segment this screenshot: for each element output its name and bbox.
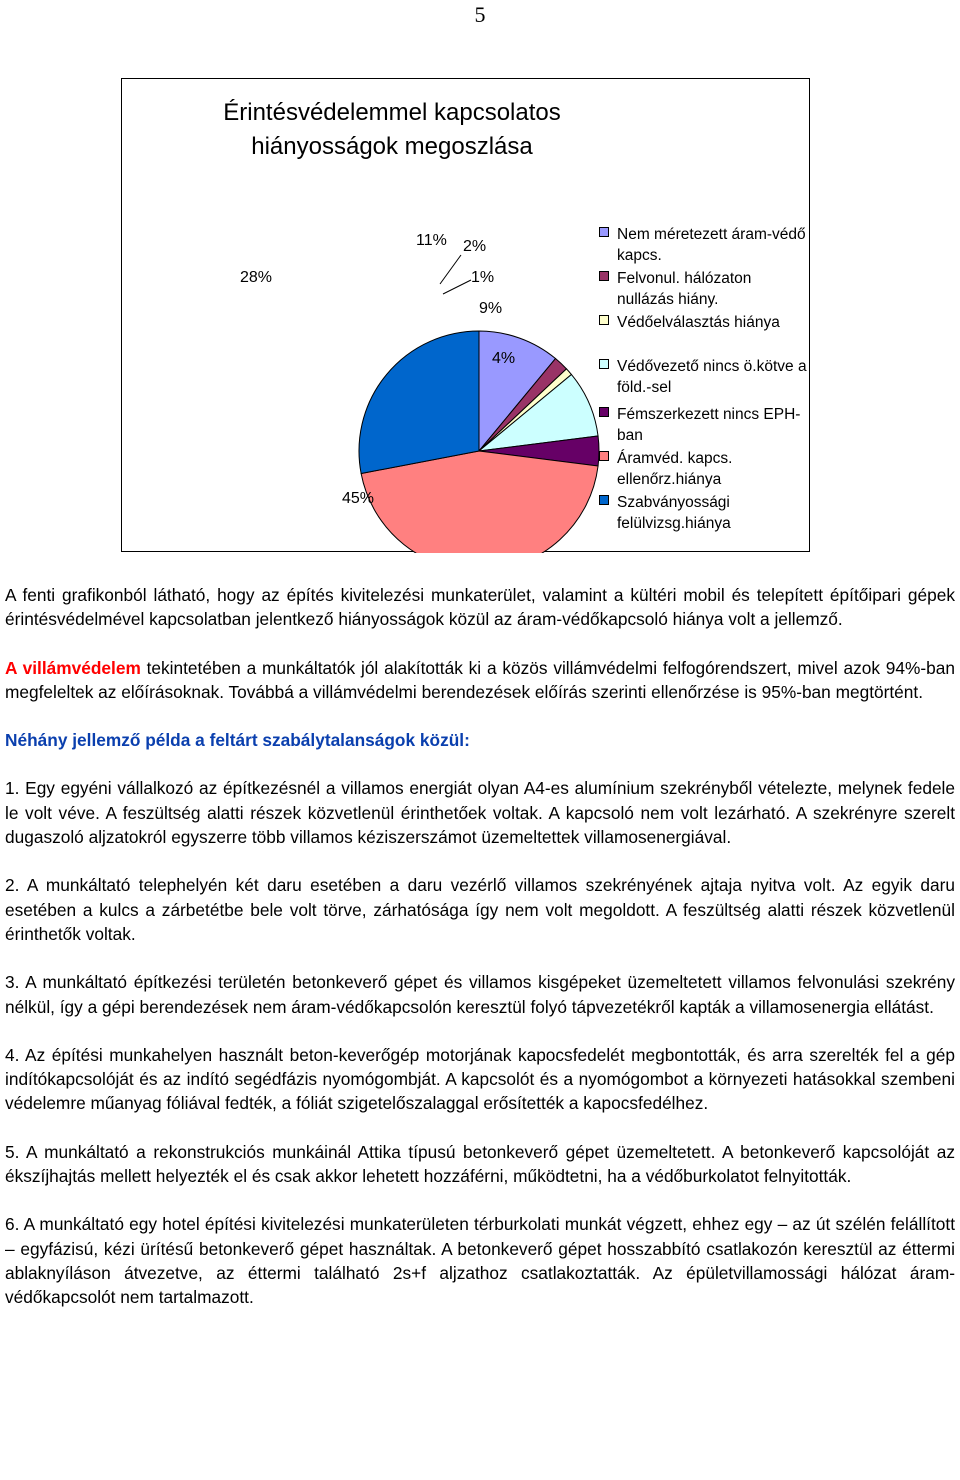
legend-swatch [599,271,609,281]
lightning-highlight: A villámvédelem [5,657,141,678]
lightning-paragraph [5,656,955,705]
example-item-5: 5. A munkáltató a rekonstrukciós munkáinál Attika típusú betonkeverő gépet üzemeltetett. A betonkeverő kapcsolóját az ékszíjhajtás mellett helyezték el és csak akkor lehetett hozzáférni, működtetni, ha a védőburkolatot felnyitották. [5,1141,955,1187]
chart-title-line-1: Érintésvédelemmel kapcsolatos [223,99,561,126]
legend-swatch [599,359,609,369]
legend-swatch [599,495,609,505]
example-item-1: 1. Egy egyéni vállalkozó az építkezésnél a villamos energiát olyan A4-es alumínium szekrényből vételezte, melynek fedele le volt véve. A feszültség alatti részek közvetlenül érinthetőek voltak. A kapcsoló nem volt lezárható. A szekrényre szerelt dugaszoló aljzatokról egyszerre több villamos kéziszerszámot üzemeltettek villamosenergiával. [5,778,955,848]
legend-label: Nem méretezett áram-védő kapcs. [617,226,806,264]
intro-paragraph: A fenti grafikonból látható, hogy az építés kivitelezési munkaterület, valamint a kültéri mobil és telepített építőipari gépek érintésvédelmével kapcsolatban jelentkező hiányosságok közül az áram-védőkapcsoló hiánya volt a jellemző. [5,585,955,630]
example-item-3: 3. A munkáltató építkezési területén betonkeverő gépet és villamos kisgépeket üzemeltetett villamos felvonulási szekrény nélkül, így a gépi berendezések nem áram-védőkapcsolón keresztül folyó tápvezetékről kapták a villamosenergia ellátást. [5,972,955,1017]
legend-label: Felvonul. hálózaton nullázás hiány. [617,270,752,308]
legend-label: Szabványossági felülvizsg.hiánya [617,494,731,532]
lightning-text: tekintetében a munkáltatók jól alakították ki a közös villámvédelmi felfogórendszert, mivel azok 94%-ban megfeleltek az előírásoknak. Továbbá a villámvédelmi berendezések előírás szerinti ellenőrzése is 95%-ban megtörtént. [5,657,955,702]
pie-data-label: 45% [342,490,375,507]
pie-slice [359,331,479,473]
examples-heading: Néhány jellemző példa a feltárt szabálytalanságok közül: [5,730,470,751]
pie-data-label: 1% [471,269,495,286]
pie-data-label: 2% [463,238,487,255]
leader-line [443,280,471,294]
body-text [5,583,955,1334]
pie-data-label: 11% [416,232,447,249]
legend-swatch [599,407,609,417]
example-item-6: 6. A munkáltató egy hotel építési kivitelezési munkaterületen térburkolati munkát végzett, ehhez egy – az út szélén felállított – egyfázisú, kézi ürítésű betonkeverő gépet használtak. A betonkeverő gépet hosszabbító csatlakozón keresztül az éttermi ablaknyíláson átvezetve, az éttermi található 2s+f aljzathoz csatlakoztatták. Az épületvillamossági hálózat áram-védőkapcsolót nem tartalmazott. [5,1214,955,1308]
legend-swatch [599,227,609,237]
legend-label: Áramvéd. kapcs. ellenőrz.hiánya [617,450,733,488]
legend-swatch [599,451,609,461]
legend-swatch [599,315,609,325]
page-number: 5 [474,2,486,27]
example-item-2: 2. A munkáltató telephelyén két daru esetében a daru vezérlő villamos szekrényének ajtaja nyitva volt. Az egyik daru esetében a kulcs a zárbetétbe bele volt törve, zárhatósága így nem volt megoldott. A feszültség alatti részek közvetlenül érinthetők voltak. [5,875,955,944]
example-item-4: 4. Az építési munkahelyen használt beton-keverőgép motorjának kapocsfedelét megbontották, és arra szerelték fel a gép indítókapcsolóját és az indító segédfázis nyomógombját. A kapcsolót és a nyomógombot a környezeti hatásokkal szembeni védelemre műanyag fóliával fedték, a fóliát szigetelőszalaggal erősítették a kapocsfedélhez. [5,1044,955,1114]
pie-data-label: 4% [492,350,516,367]
leader-line [440,255,461,284]
chart-title-line-2: hiányosságok megoszlása [251,133,533,160]
pie-chart [122,79,682,553]
pie-chart-frame [121,78,810,552]
legend-label: Fémszerkezett nincs EPH- ban [617,406,801,444]
pie-data-label: 28% [240,269,273,286]
pie-data-label: 9% [479,300,503,317]
legend-label: Védőelválasztás hiánya [617,314,780,331]
legend-label: Védővezető nincs ö.kötve a föld.-sel [617,358,807,396]
